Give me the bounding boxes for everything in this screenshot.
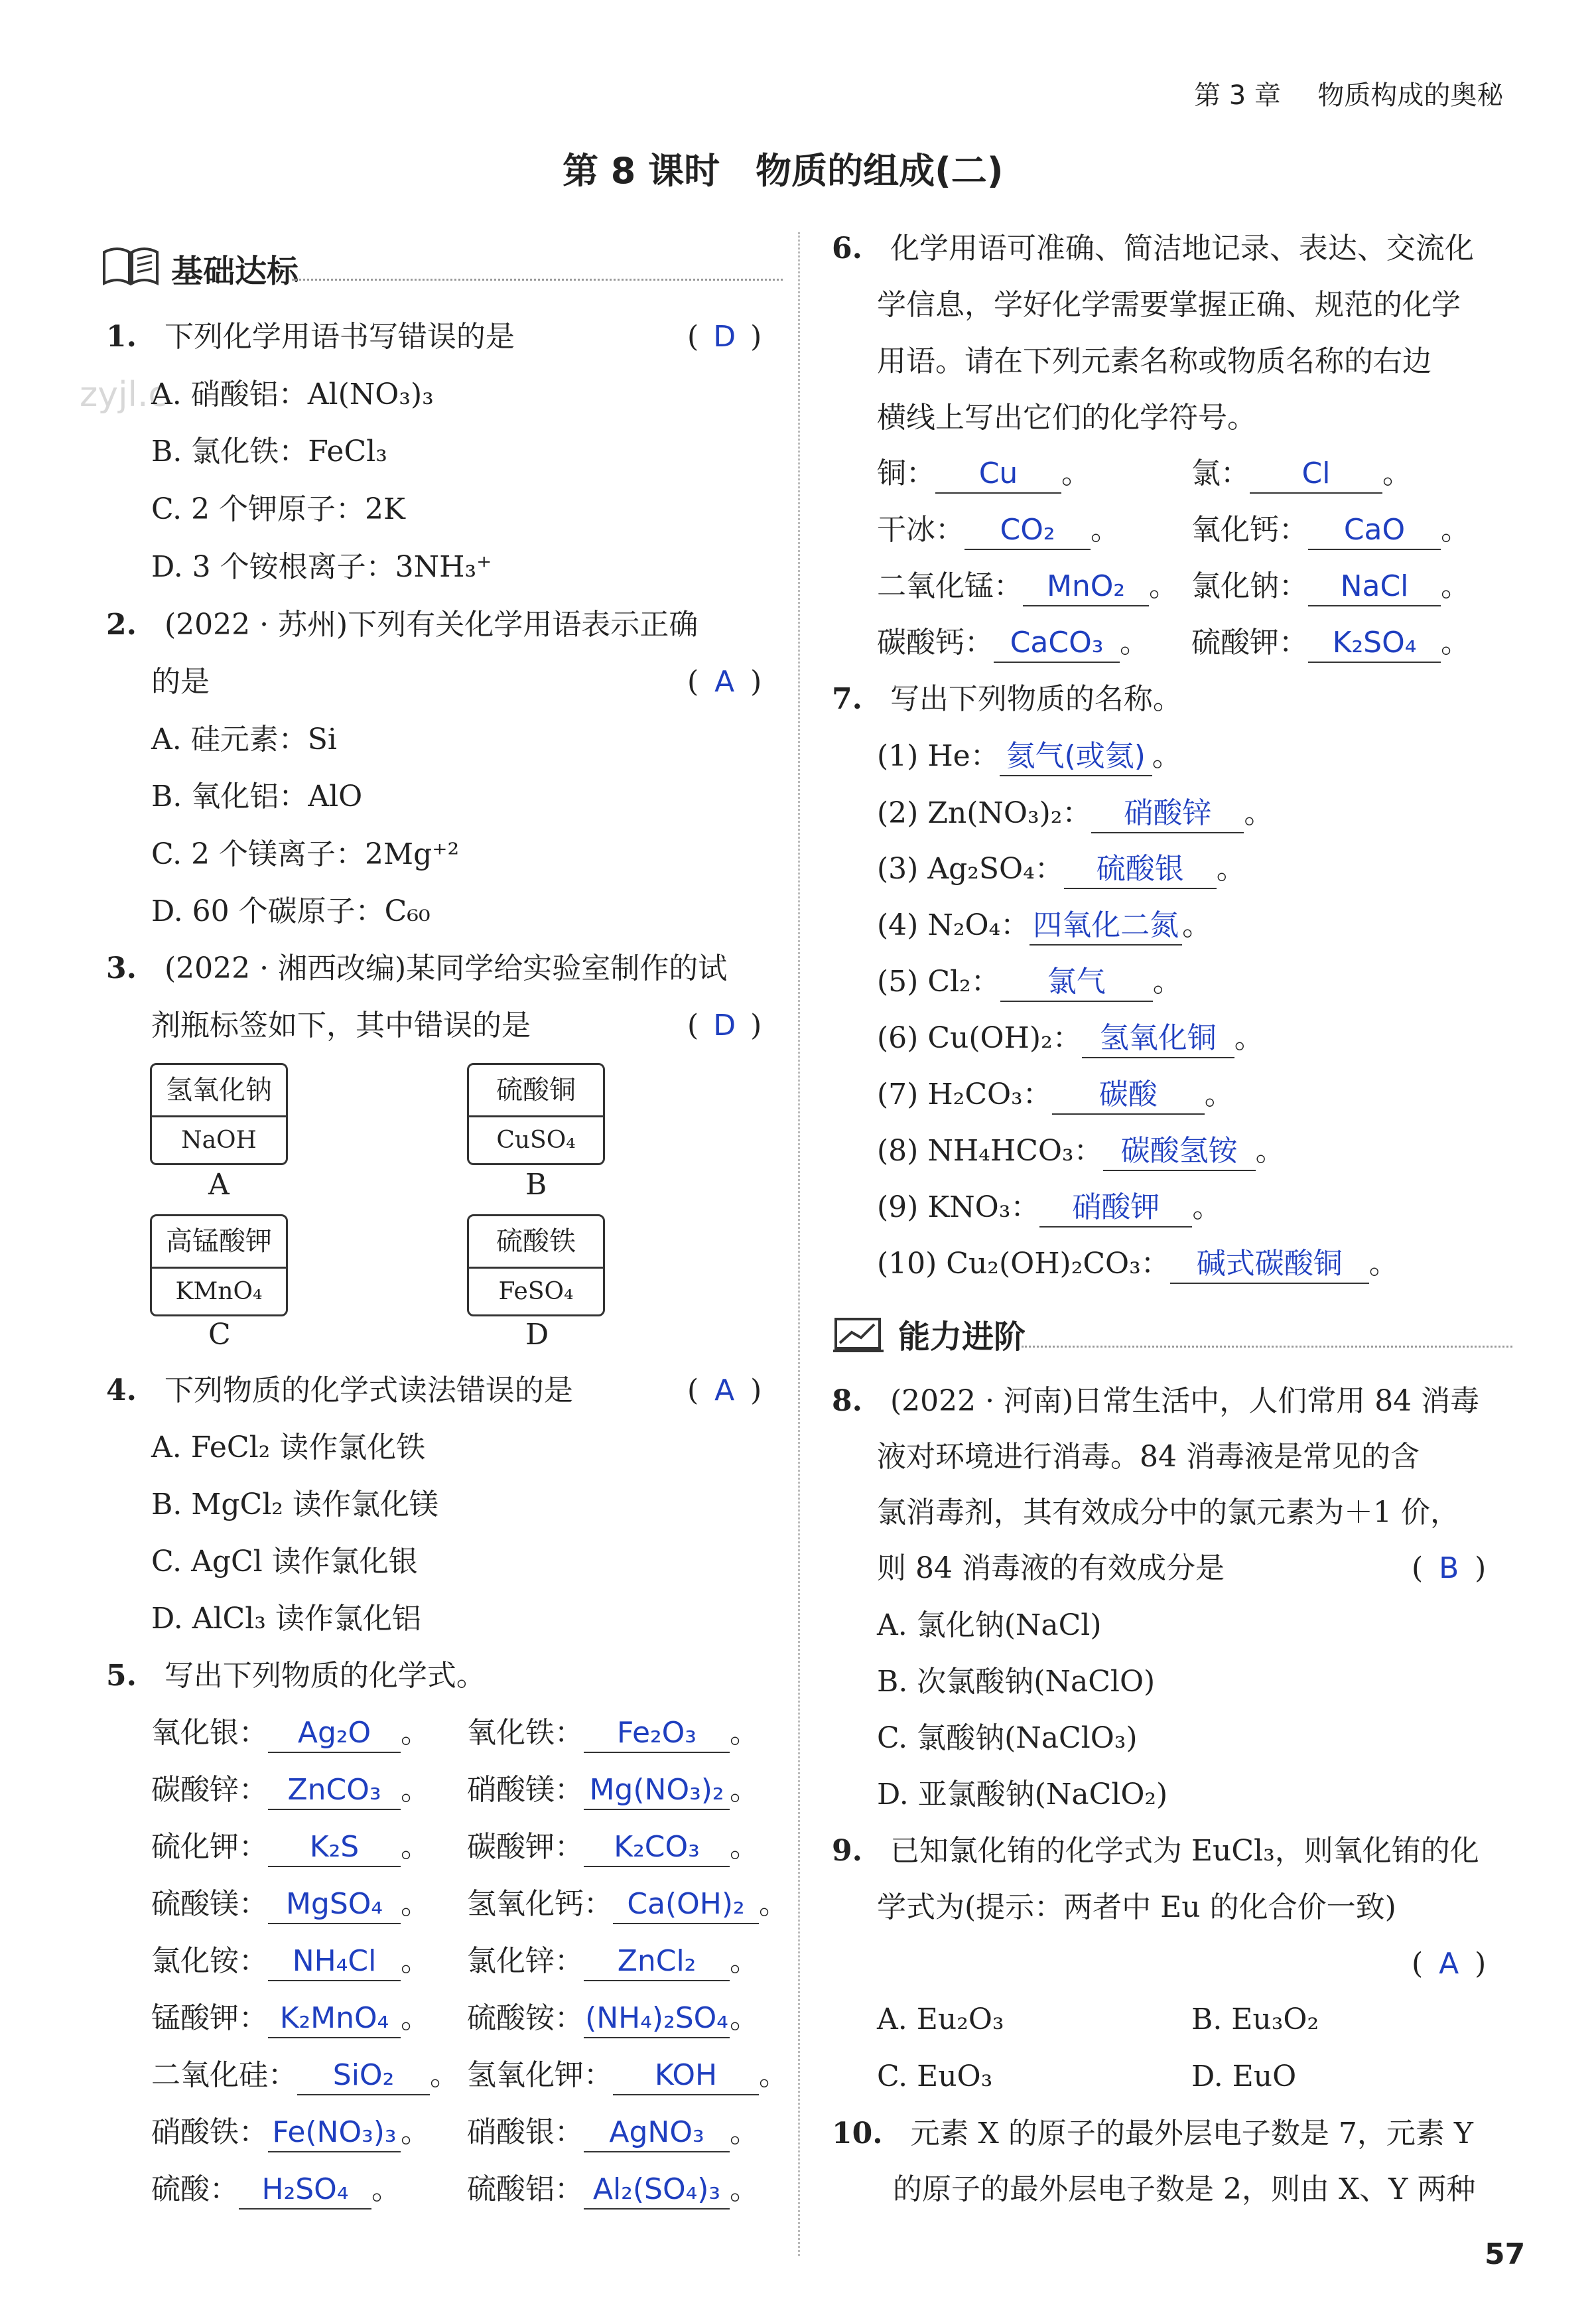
chart-icon (832, 1312, 885, 1355)
reagent-label-c (150, 1214, 288, 1316)
section-title: 基础达标 (171, 253, 299, 290)
item-label: (6) Cu(OH)₂： (877, 1021, 1082, 1055)
answer: A (714, 665, 735, 699)
item-label: 氯化钠： (1191, 569, 1308, 603)
question-stem-cont: 学信息，学好化学需要掌握正确、规范的化学 (877, 288, 1461, 322)
name-item: (2) Zn(NO₃)₂： 硝酸锌 。 (877, 794, 1273, 833)
option: B. Eu₃O₂ (1191, 2002, 1319, 2036)
name-item: (9) KNO₃： 硝酸钾 。 (877, 1188, 1221, 1228)
label-formula: CuSO₄ (496, 1127, 576, 1154)
answer-blank: 氢氧化铜 (1082, 1020, 1234, 1058)
section-title: 能力进阶 (898, 1318, 1026, 1356)
option: A. Eu₂O₃ (877, 2002, 1004, 2036)
fill-item: 硝酸铁： Fe(NO₃)₃ 。 (151, 2113, 430, 2152)
question-stem: 下列化学用语书写错误的是 (164, 320, 515, 354)
answer-blank: Al₂(SO₄)₃ (584, 2171, 730, 2210)
answer: B (1439, 1551, 1459, 1585)
item-label: 硫酸： (151, 2172, 239, 2206)
answer-paren: ( A ) (687, 662, 762, 702)
answer: A (714, 1373, 735, 1407)
section-rule (292, 279, 783, 281)
answer-blank: 硝酸锌 (1091, 795, 1244, 833)
option: D. AlCl₃ 读作氯化铝 (151, 1602, 421, 1636)
answer-blank: Ca(OH)₂ (613, 1886, 759, 1924)
item-label: 氯： (1191, 456, 1250, 490)
option: D. 3 个铵根离子：3NH₃⁺ (151, 550, 492, 584)
question-stem: 写出下列物质的化学式。 (164, 1659, 486, 1693)
question-number: 9. (832, 1834, 862, 1868)
answer-blank: K₂CO₃ (584, 1829, 730, 1867)
item-label: 氯化锌： (467, 1944, 584, 1978)
question-number: 7. (832, 682, 862, 716)
fill-item: 氯化钠： NaCl 。 (1191, 567, 1470, 606)
answer-paren: ( D ) (687, 1006, 762, 1046)
option: C. 2 个镁离子：2Mg⁺² (151, 837, 460, 871)
option: A. 硅元素：Si (151, 723, 337, 756)
name-item: (3) Ag₂SO₄： 硫酸银 。 (877, 849, 1246, 889)
item-label: 硝酸铁： (151, 2115, 268, 2149)
answer-blank: Cl (1250, 455, 1382, 494)
item-label: 氧化银： (151, 1716, 268, 1750)
option: C. EuO₃ (877, 2060, 993, 2093)
item-label: 硝酸镁： (467, 1773, 584, 1807)
question-stem-cont: 氯消毒剂，其有效成分中的氯元素为＋1 价， (877, 1496, 1459, 1529)
answer-blank: 硫酸银 (1064, 851, 1217, 889)
item-label: 硫酸镁： (151, 1887, 268, 1921)
fill-item: 氢氧化钾： KOH 。 (467, 2056, 788, 2095)
reagent-label-b (467, 1063, 605, 1165)
option: C. 2 个钾原子：2K (151, 492, 405, 526)
fill-item: 硫酸钾： K₂SO₄ 。 (1191, 623, 1470, 663)
fill-item: 碳酸锌： ZnCO₃ 。 (151, 1770, 430, 1810)
item-label: 硫酸铝： (467, 2172, 584, 2206)
fill-item: 硫化钾： K₂S 。 (151, 1827, 430, 1867)
question-stem: 已知氯化铕的化学式为 EuCl₃，则氧化铕的化 (890, 1834, 1479, 1868)
answer-blank: SiO₂ (297, 2057, 430, 2095)
question-stem: 元素 X 的原子的最外层电子数是 7，元素 Y (910, 2117, 1473, 2150)
option: A. FeCl₂ 读作氯化铁 (151, 1431, 426, 1464)
answer-blank: K₂MnO₄ (268, 2000, 401, 2038)
item-label: 铜： (877, 456, 935, 490)
answer-blank: AgNO₃ (584, 2114, 730, 2152)
question-stem-cont: 学式为(提示：两者中 Eu 的化合价一致) (877, 1890, 1396, 1924)
fill-item: 干冰： CO₂ 。 (877, 510, 1120, 550)
answer: A (1439, 1947, 1459, 1981)
watermark: zyjl.c (80, 375, 168, 415)
answer-blank: (NH₄)₂SO₄ (584, 2000, 730, 2038)
question-stem-cont: 的是 (151, 665, 210, 699)
answer-blank: Fe₂O₃ (584, 1715, 730, 1753)
label-name: 硫酸铁 (469, 1216, 603, 1269)
label-name: 高锰酸钾 (152, 1216, 286, 1269)
column-divider (798, 232, 800, 2256)
fill-item: 硝酸镁： Mg(NO₃)₂ 。 (467, 1770, 759, 1810)
fill-item: 硫酸铝： Al₂(SO₄)₃ 。 (467, 2170, 759, 2210)
answer-paren: ( D ) (687, 317, 762, 357)
fill-item: 锰酸钾： K₂MnO₄ 。 (151, 1999, 430, 2038)
page-number: 57 (1485, 2237, 1526, 2271)
fill-item: 氯化铵： NH₄Cl 。 (151, 1941, 430, 1981)
fill-item: 硫酸： H₂SO₄ 。 (151, 2170, 401, 2210)
answer-blank: NaCl (1308, 568, 1441, 606)
name-item: (4) N₂O₄： 四氧化二氮 。 (877, 906, 1211, 946)
label-formula: KMnO₄ (175, 1278, 263, 1305)
label-formula: NaOH (181, 1127, 257, 1154)
answer-blank: 碱式碳酸铜 (1170, 1245, 1369, 1284)
answer-blank: Fe(NO₃)₃ (268, 2114, 401, 2152)
fill-item: 氯： Cl 。 (1191, 454, 1412, 494)
label-letter: D (525, 1318, 549, 1352)
label-name: 硫酸铜 (469, 1065, 603, 1117)
label-letter: B (525, 1168, 547, 1202)
question-number: 1. (106, 320, 137, 354)
name-item: (6) Cu(OH)₂： 氢氧化铜 。 (877, 1018, 1264, 1058)
question-stem-cont: 液对环境进行消毒。84 消毒液是常见的含 (877, 1440, 1420, 1474)
answer-blank: Mg(NO₃)₂ (584, 1772, 730, 1810)
reagent-label-a (150, 1063, 288, 1165)
option: C. AgCl 读作氯化银 (151, 1545, 418, 1579)
item-label: 二氧化锰： (877, 569, 1023, 603)
item-label: (7) H₂CO₃： (877, 1078, 1052, 1111)
item-label: (1) He： (877, 739, 1000, 773)
answer-blank: KOH (613, 2057, 759, 2095)
fill-item: 氧化钙： CaO 。 (1191, 510, 1470, 550)
name-item: (7) H₂CO₃： 碳酸 。 (877, 1075, 1234, 1115)
answer-blank: ZnCO₃ (268, 1772, 401, 1810)
question-number: 4. (106, 1373, 137, 1407)
item-label: 氢氧化钾： (467, 2058, 613, 2092)
answer-blank: K₂SO₄ (1308, 624, 1441, 663)
answer: D (713, 1009, 736, 1042)
item-label: 碳酸锌： (151, 1773, 268, 1807)
item-label: (10) Cu₂(OH)₂CO₃： (877, 1247, 1170, 1281)
item-label: 二氧化硅： (151, 2058, 297, 2092)
question-stem-cont: 剂瓶标签如下，其中错误的是 (151, 1009, 531, 1042)
item-label: 硫酸铵： (467, 2001, 584, 2035)
section-rule (1022, 1346, 1512, 1348)
chapter-number: 第 3 章 (1194, 80, 1281, 111)
item-label: (4) N₂O₄： (877, 908, 1030, 942)
fill-item: 硝酸银： AgNO₃ 。 (467, 2113, 759, 2152)
label-letter: A (208, 1168, 230, 1202)
answer-blank: 碳酸 (1052, 1076, 1205, 1115)
item-label: 碳酸钙： (877, 626, 994, 660)
item-label: (3) Ag₂SO₄： (877, 852, 1064, 886)
answer: D (713, 320, 736, 354)
name-item: (8) NH₄HCO₃： 碳酸氢铵 。 (877, 1131, 1285, 1171)
label-name: 氢氧化钠 (152, 1065, 286, 1117)
item-label: 氧化铁： (467, 1716, 584, 1750)
name-item: (1) He： 氦气(或氦) 。 (877, 737, 1181, 776)
reagent-label-d (467, 1214, 605, 1316)
fill-item: 碳酸钾： K₂CO₃ 。 (467, 1827, 759, 1867)
question-number: 6. (832, 232, 862, 265)
item-label: 氢氧化钙： (467, 1887, 613, 1921)
answer-blank: MgSO₄ (268, 1886, 401, 1924)
option: B. 氯化铁：FeCl₃ (151, 435, 387, 468)
item-label: 硫化钾： (151, 1830, 268, 1864)
question-stem-cont: 横线上写出它们的化学符号。 (877, 401, 1256, 435)
option: B. 次氯酸钠(NaClO) (877, 1665, 1156, 1699)
question-number: 5. (106, 1659, 137, 1693)
item-label: (2) Zn(NO₃)₂： (877, 796, 1092, 830)
question-stem: 写出下列物质的名称。 (890, 682, 1182, 716)
answer-blank: 氦气(或氦) (1000, 738, 1152, 776)
question-stem-cont: 的原子的最外层电子数是 2，则由 X、Y 两种 (893, 2172, 1476, 2206)
answer-blank: ZnCl₂ (584, 1943, 730, 1981)
item-label: 氯化铵： (151, 1944, 268, 1978)
chapter-title: 物质构成的奥秘 (1317, 80, 1504, 111)
book-icon (101, 242, 161, 289)
question-stem: (2022 · 湘西改编)某同学给实验室制作的试 (164, 951, 728, 985)
question-stem: 下列物质的化学式读法错误的是 (164, 1373, 573, 1407)
item-label: 硫酸钾： (1191, 626, 1308, 660)
answer-paren: ( A ) (687, 1371, 762, 1411)
answer-paren: ( A ) (1412, 1944, 1486, 1984)
fill-item: 氧化银： Ag₂O 。 (151, 1713, 430, 1753)
answer-blank: CaO (1308, 512, 1441, 550)
answer-blank: 四氧化二氮 (1030, 907, 1182, 946)
item-label: 干冰： (877, 513, 964, 547)
fill-item: 氢氧化钙： Ca(OH)₂ 。 (467, 1884, 788, 1924)
answer-blank: NH₄Cl (268, 1943, 401, 1981)
item-label: (5) Cl₂： (877, 965, 1000, 999)
name-item: (5) Cl₂： 氯气 。 (877, 962, 1182, 1002)
option: A. 硝酸铝：Al(NO₃)₃ (151, 378, 434, 411)
question-number: 2. (106, 608, 137, 642)
answer-blank: Cu (935, 455, 1061, 494)
answer-blank: CO₂ (964, 512, 1091, 550)
item-label: (8) NH₄HCO₃： (877, 1134, 1103, 1168)
question-number: 3. (106, 951, 137, 985)
option: D. 60 个碳原子：C₆₀ (151, 894, 431, 928)
label-formula: FeSO₄ (498, 1278, 574, 1305)
fill-item: 氯化锌： ZnCl₂ 。 (467, 1941, 759, 1981)
question-stem-cont: 则 84 消毒液的有效成分是 (877, 1551, 1225, 1585)
fill-item: 二氧化硅： SiO₂ 。 (151, 2056, 459, 2095)
label-letter: C (208, 1318, 231, 1352)
option: D. 亚氯酸钠(NaClO₂) (877, 1778, 1168, 1811)
answer-blank: Ag₂O (268, 1715, 401, 1753)
question-stem: 化学用语可准确、简洁地记录、表达、交流化 (890, 232, 1474, 265)
fill-item: 硫酸铵：(NH₄)₂SO₄。 (467, 1999, 759, 2038)
option: C. 氯酸钠(NaClO₃) (877, 1721, 1138, 1755)
item-label: (9) KNO₃： (877, 1190, 1040, 1224)
fill-item: 硫酸镁： MgSO₄ 。 (151, 1884, 430, 1924)
option: B. MgCl₂ 读作氯化镁 (151, 1488, 438, 1521)
question-number: 10. (832, 2117, 883, 2150)
answer-blank: CaCO₃ (994, 624, 1120, 663)
answer-blank: K₂S (268, 1829, 401, 1867)
question-stem: (2022 · 河南)日常生活中，人们常用 84 消毒 (890, 1384, 1480, 1418)
answer-blank: H₂SO₄ (239, 2171, 371, 2210)
answer-blank: 碳酸氢铵 (1103, 1133, 1256, 1171)
option: A. 氯化钠(NaCl) (877, 1608, 1102, 1642)
name-item: (10) Cu₂(OH)₂CO₃： 碱式碳酸铜 。 (877, 1244, 1398, 1284)
answer-blank: 氯气 (1000, 963, 1153, 1002)
item-label: 氧化钙： (1191, 513, 1308, 547)
fill-item: 氧化铁： Fe₂O₃ 。 (467, 1713, 759, 1753)
answer-paren: ( B ) (1412, 1549, 1486, 1588)
fill-item: 碳酸钙： CaCO₃ 。 (877, 623, 1149, 663)
page-title: 第 8 课时 物质的组成(二) (563, 150, 1004, 192)
question-stem: (2022 · 苏州)下列有关化学用语表示正确 (164, 608, 698, 642)
item-label: 碳酸钾： (467, 1830, 584, 1864)
answer-blank: MnO₂ (1023, 568, 1149, 606)
question-stem-cont: 用语。请在下列元素名称或物质名称的右边 (877, 344, 1431, 378)
fill-item: 二氧化锰： MnO₂ 。 (877, 567, 1178, 606)
item-label: 锰酸钾： (151, 2001, 268, 2035)
item-label: 硝酸银： (467, 2115, 584, 2149)
fill-item: 铜： Cu 。 (877, 454, 1091, 494)
option: B. 氧化铝：AlO (151, 780, 363, 813)
answer-blank: 硝酸钾 (1039, 1189, 1192, 1228)
question-number: 8. (832, 1384, 862, 1418)
option: D. EuO (1191, 2060, 1297, 2093)
